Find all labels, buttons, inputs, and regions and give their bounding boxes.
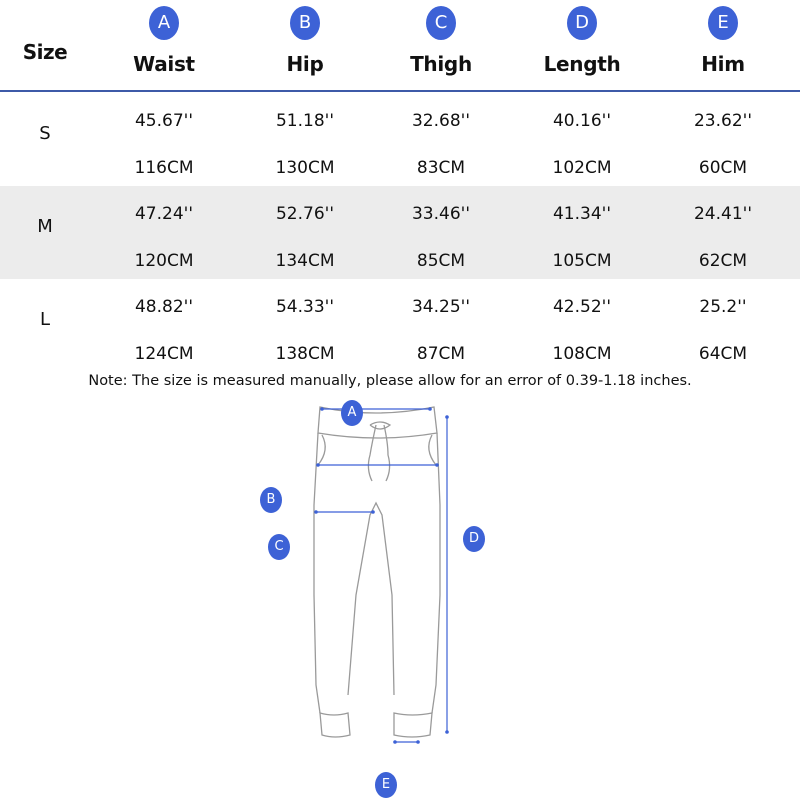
hip-inches: 51.18'' bbox=[275, 111, 334, 131]
hem-inches: 25.2'' bbox=[699, 297, 747, 317]
diagram-badge-d: D bbox=[463, 526, 485, 552]
badge-b: B bbox=[290, 6, 320, 40]
length-inches: 42.52'' bbox=[552, 297, 611, 317]
hip-inches: 54.33'' bbox=[275, 297, 334, 317]
thigh-inches: 33.46'' bbox=[411, 204, 470, 224]
pants-diagram bbox=[0, 395, 800, 800]
hip-cm: 134CM bbox=[275, 251, 335, 271]
length-cm: 102CM bbox=[552, 158, 612, 178]
header-divider bbox=[0, 90, 800, 92]
measurement-note: Note: The size is measured manually, please allow for an error of 0.39-1.18 inches. bbox=[88, 373, 692, 389]
column-header-waist bbox=[104, 6, 224, 76]
waist-inches: 45.67'' bbox=[134, 111, 193, 131]
column-label-him: Him bbox=[701, 52, 745, 76]
column-label-length: Length bbox=[543, 52, 621, 76]
hem-inches: 23.62'' bbox=[693, 111, 752, 131]
column-label-hip: Hip bbox=[286, 52, 324, 76]
table-row bbox=[0, 93, 800, 186]
waist-cm: 116CM bbox=[134, 158, 194, 178]
hem-cm: 60CM bbox=[698, 158, 748, 178]
hem-cm: 62CM bbox=[698, 251, 748, 271]
diagram-badge-b: B bbox=[260, 487, 282, 513]
column-header-him bbox=[663, 6, 783, 76]
column-header-hip bbox=[245, 6, 365, 76]
diagram-badge-c: C bbox=[268, 534, 290, 560]
waist-cm: 120CM bbox=[134, 251, 194, 271]
badge-d: D bbox=[567, 6, 597, 40]
waist-cm: 124CM bbox=[134, 344, 194, 364]
thigh-cm: 87CM bbox=[416, 344, 466, 364]
badge-e: E bbox=[708, 6, 738, 40]
table-row bbox=[0, 279, 800, 372]
diagram-badge-a: A bbox=[341, 400, 363, 426]
thigh-inches: 34.25'' bbox=[411, 297, 470, 317]
badge-c: C bbox=[426, 6, 456, 40]
pants-outline-illustration bbox=[0, 395, 800, 800]
table-row bbox=[0, 186, 800, 279]
badge-a: A bbox=[149, 6, 179, 40]
size-label: L bbox=[39, 309, 51, 330]
length-cm: 108CM bbox=[552, 344, 612, 364]
waist-inches: 48.82'' bbox=[134, 297, 193, 317]
size-chart-header bbox=[0, 0, 800, 92]
size-label: M bbox=[37, 216, 53, 237]
thigh-cm: 83CM bbox=[416, 158, 466, 178]
size-column-header: Size bbox=[22, 40, 68, 64]
column-label-thigh: Thigh bbox=[410, 52, 472, 76]
column-header-length bbox=[522, 6, 642, 76]
hip-inches: 52.76'' bbox=[275, 204, 334, 224]
length-inches: 41.34'' bbox=[552, 204, 611, 224]
column-header-thigh bbox=[381, 6, 501, 76]
size-label: S bbox=[39, 123, 51, 144]
diagram-badge-e: E bbox=[375, 772, 397, 798]
length-inches: 40.16'' bbox=[552, 111, 611, 131]
length-cm: 105CM bbox=[552, 251, 612, 271]
hip-cm: 130CM bbox=[275, 158, 335, 178]
hem-inches: 24.41'' bbox=[693, 204, 752, 224]
hem-cm: 64CM bbox=[698, 344, 748, 364]
waist-inches: 47.24'' bbox=[134, 204, 193, 224]
column-label-waist: Waist bbox=[133, 52, 195, 76]
thigh-inches: 32.68'' bbox=[411, 111, 470, 131]
thigh-cm: 85CM bbox=[416, 251, 466, 271]
hip-cm: 138CM bbox=[275, 344, 335, 364]
